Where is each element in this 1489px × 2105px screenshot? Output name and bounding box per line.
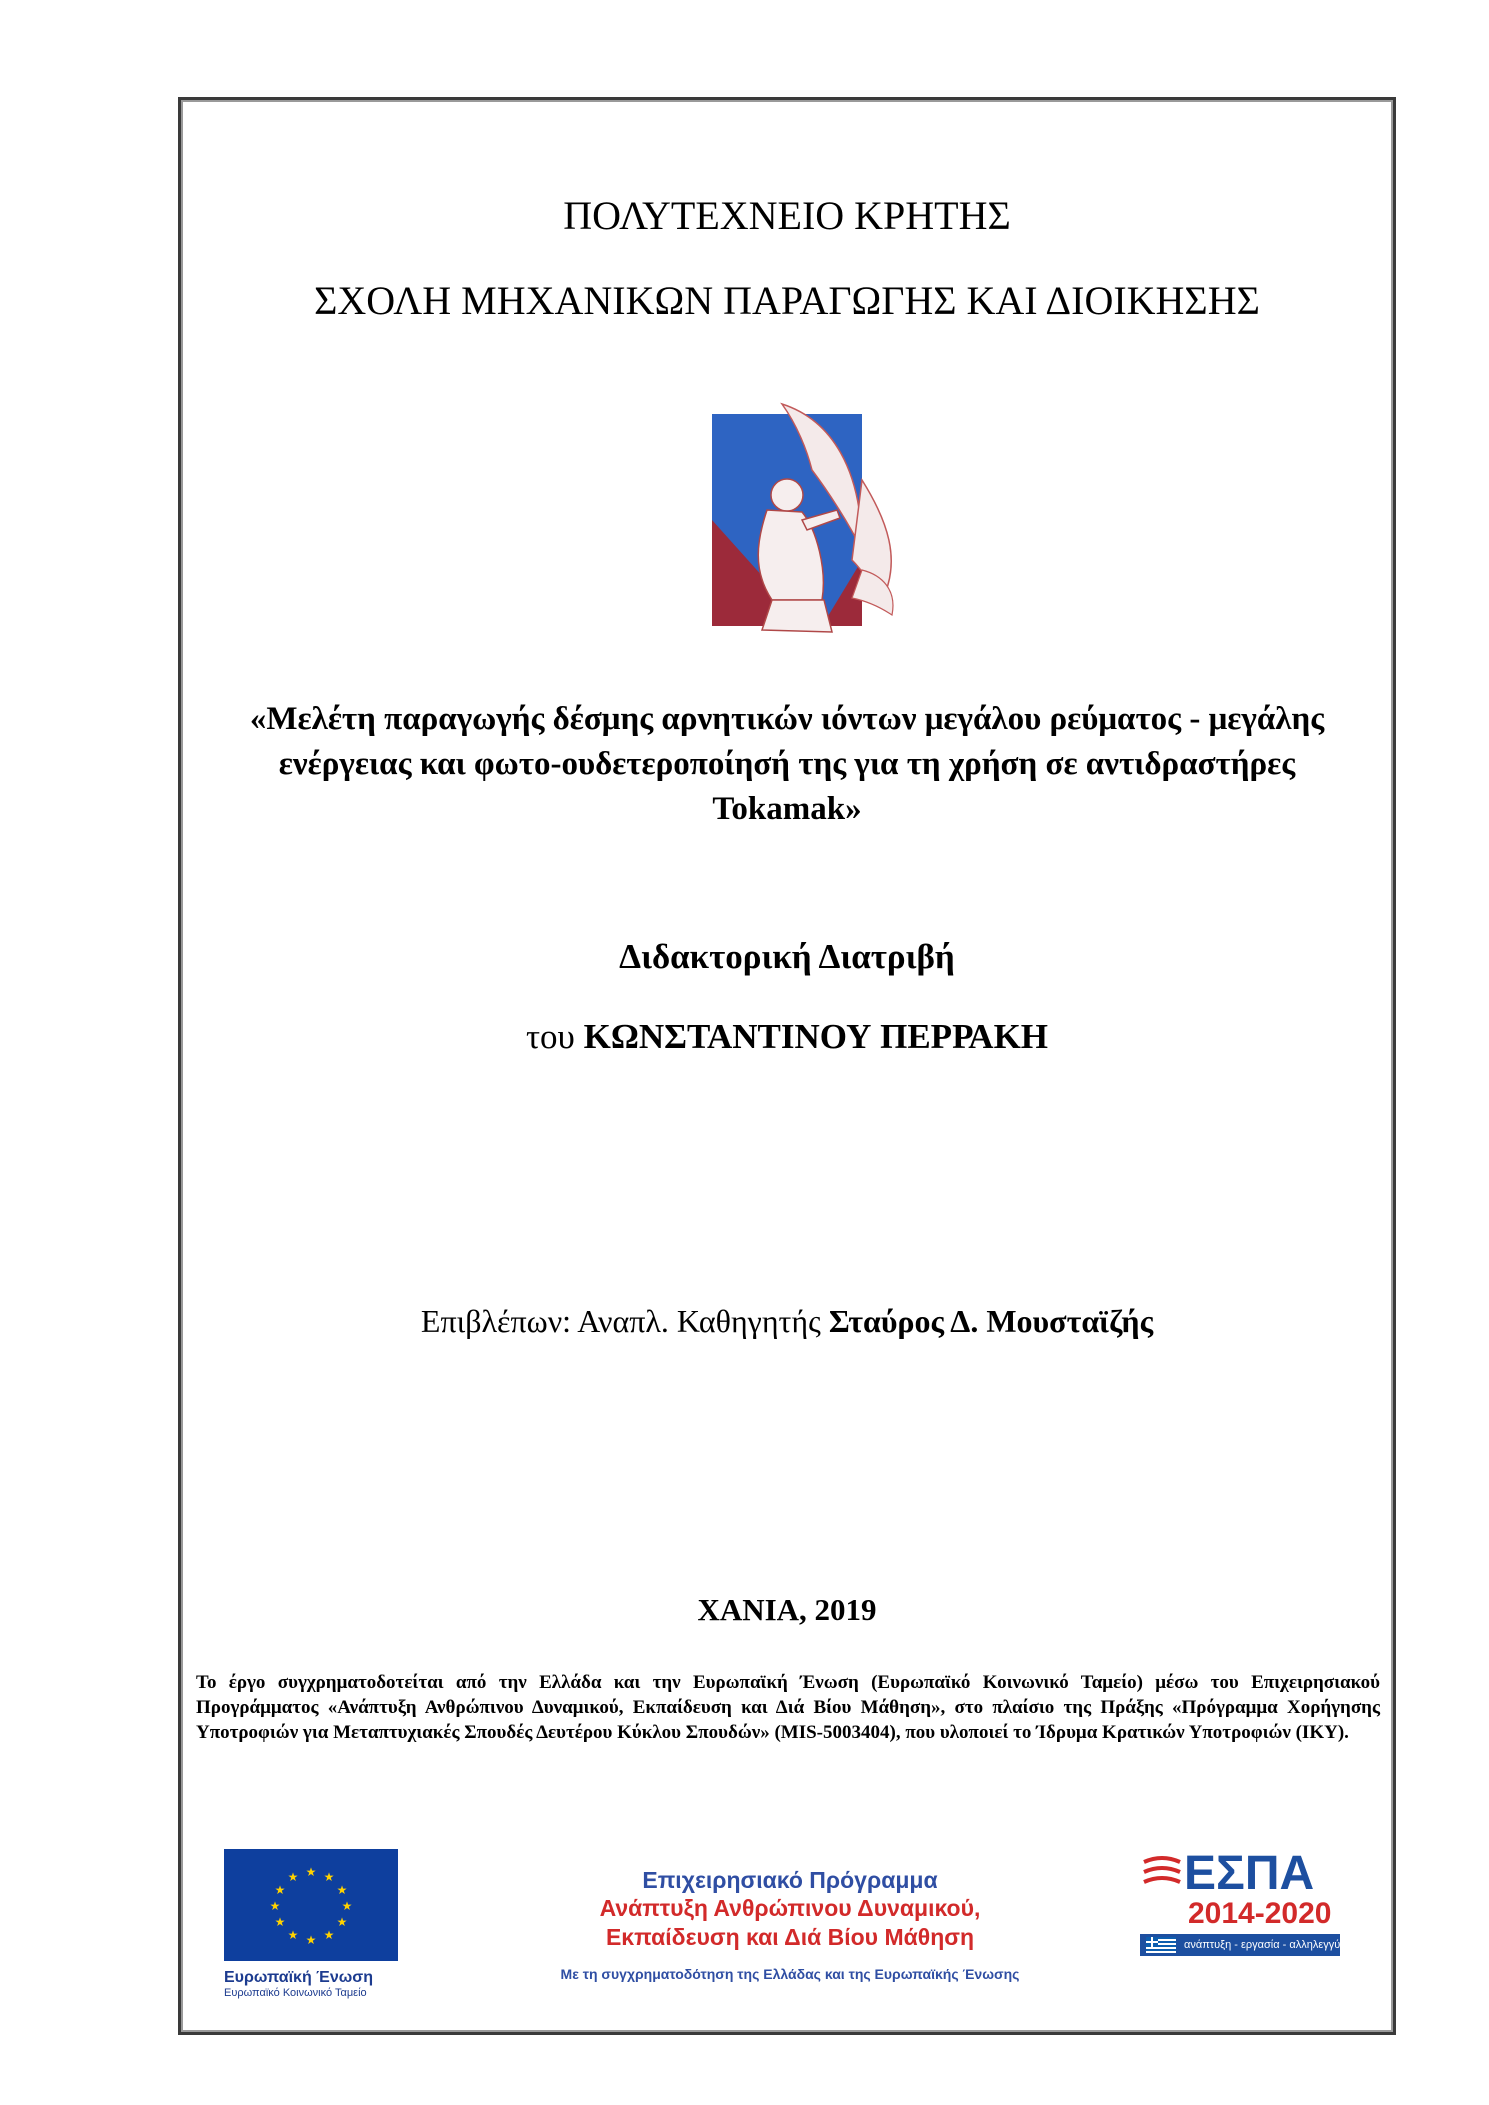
svg-text:★: ★ [305,1933,317,1947]
svg-text:★: ★ [323,1870,335,1884]
funding-statement: Το έργο συγχρηματοδοτείται από την Ελλάδα και την Ευρωπαϊκή Ένωση (Ευρωπαϊκό Κοινωνικό Ταμείο) μέσω του Επιχειρησιακού Προγράμματος «Ανάπτυξη Ανθρώπινου Δυναμικού, Εκπαίδευση και Διά Βίου Μάθηση», στο πλαίσιο της Πράξης «Πρόγραμμα Χορήγησης Υποτροφιών για Μεταπτυχιακές Σπουδές Δευτέρου Κύκλου Σπουδών» (MIS-5003404), που υλοποιεί το Ίδρυμα Κρατικών Υποτροφιών (ΙΚΥ). [196,1672,1380,1743]
greek-flag-icon [1146,1937,1176,1953]
op-line1: Επιχειρησιακό Πρόγραμμα [642,1867,938,1893]
svg-text:★: ★ [305,1865,317,1879]
author-prefix: του [525,1017,575,1056]
op-line2: Ανάπτυξη Ανθρώπινου Δυναμικού, [599,1895,981,1921]
eu-sub: Ευρωπαϊκό Κοινωνικό Ταμείο [224,1987,367,1999]
svg-text:★: ★ [274,1883,286,1897]
thesis-type: Διδακτορική Διατριβή [619,937,955,976]
eu-logo [224,1849,398,1999]
svg-text:★: ★ [336,1915,348,1929]
espa-tagline: ανάπτυξη - εργασία - αλληλεγγύη [1184,1939,1347,1951]
svg-text:★: ★ [287,1870,299,1884]
op-cofunding: Με τη συγχρηματοδότηση της Ελλάδας και της Ευρωπαϊκής Ένωσης [560,1966,1020,1982]
espa-years: 2014-2020 [1188,1897,1332,1930]
author [178,1017,1396,1057]
university-logo-icon [712,400,914,640]
svg-text:★: ★ [323,1928,335,1942]
place-date: ΧΑΝΙΑ, 2019 [697,1592,877,1627]
eu-flag-icon [224,1849,398,1961]
supervisor-name: Σταύρος Δ. Μουσταϊζής [828,1303,1154,1339]
supervisor-label: Επιβλέπων: Αναπλ. Καθηγητής [420,1303,821,1339]
svg-text:★: ★ [341,1899,353,1913]
op-line3: Εκπαίδευση και Διά Βίου Μάθηση [605,1924,975,1950]
school-name: ΣΧΟΛΗ ΜΗΧΑΝΙΚΩΝ ΠΑΡΑΓΩΓΗΣ ΚΑΙ ΔΙΟΙΚΗΣΗΣ [314,278,1260,323]
operational-program-logo [510,1867,1070,1982]
svg-text:★: ★ [287,1928,299,1942]
svg-text:★: ★ [336,1883,348,1897]
svg-text:★: ★ [269,1899,281,1913]
author-name: ΚΩΝΣΤΑΝΤΙΝΟΥ ΠΕΡΡΑΚΗ [583,1017,1049,1056]
svg-text:★: ★ [274,1915,286,1929]
espa-tagline-bar [1140,1934,1347,1956]
espa-stripes-icon [1140,1854,1184,1894]
university-name: ΠΟΛΥΤΕΧΝΕΙΟ ΚΡΗΤΗΣ [563,193,1011,238]
supervisor [178,1303,1396,1340]
eu-name: Ευρωπαϊκή Ένωση [224,1969,373,1986]
thesis-title: «Μελέτη παραγωγής δέσμης αρνητικών ιόντων μεγάλου ρεύματος - μεγάλης ενέργειας και φωτο-ουδετεροποίησή της για τη χρήση σε αντιδραστήρες Tokamak» [249,701,1325,827]
espa-logo [1140,1847,1347,1956]
espa-word: ΕΣΠΑ [1184,1847,1315,1900]
